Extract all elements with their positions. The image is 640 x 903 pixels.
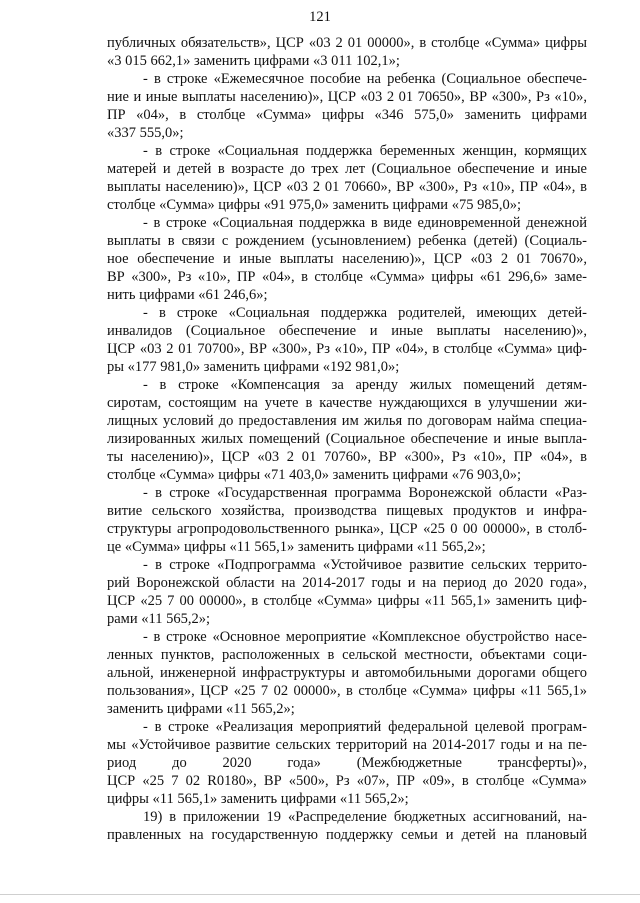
- text-line: це «Сумма» цифры «11 565,1» заменить цифрами «11 565,2»;: [107, 539, 486, 555]
- text-line: мы «Устойчивое развитие сельских территорий на 2014-2017 годы и на пе-: [107, 737, 587, 753]
- paragraph: [107, 808, 587, 844]
- text-line: столбце «Сумма» цифры «91 975,0» заменить цифрами «75 985,0»;: [107, 197, 521, 213]
- text-line: «337 555,0»;: [107, 125, 184, 141]
- paragraph: [107, 376, 587, 484]
- text-line: столбце «Сумма» цифры «71 403,0» заменить цифрами «76 903,0»;: [107, 467, 521, 483]
- text-line: выплаты населению)», ЦСР «03 2 01 70660», ВР «300», Рз «10», ПР «04», в: [107, 179, 587, 195]
- paragraph: [107, 34, 587, 70]
- text-line: - в строке «Компенсация за аренду жилых помещений детям-: [143, 377, 587, 393]
- paragraph: [107, 70, 587, 142]
- text-line: ры «177 981,0» заменить цифрами «192 981,0»;: [107, 359, 400, 375]
- paragraph: [107, 214, 587, 304]
- text-line: ВР «300», Рз «10», ПР «04», в столбце «Сумма» цифры «61 296,6» заме-: [107, 269, 587, 285]
- text-line: правленных на государственную поддержку семьи и детей на плановый: [107, 827, 587, 843]
- text-line: матерей и детей в возрасте до трех лет (Социальное обеспечение и иные: [107, 161, 587, 177]
- text-line: - в строке «Социальная поддержка родителей, имеющих детей-: [143, 305, 587, 321]
- text-line: ЦСР «25 7 02 R0180», ВР «500», Рз «07», ПР «09», в столбце «Сумма»: [107, 773, 587, 789]
- text-line: - в строке «Социальная поддержка беременных женщин, кормящих: [143, 143, 587, 159]
- text-line: 19) в приложении 19 «Распределение бюджетных ассигнований, на-: [143, 809, 587, 825]
- text-line: нить цифрами «61 246,6»;: [107, 287, 268, 303]
- text-line: рий Воронежской области на 2014-2017 годы и на период до 2020 года»,: [107, 575, 587, 591]
- text-line: заменить цифрами «11 565,2»;: [107, 701, 295, 717]
- text-line: лищных условий до предоставления им жилья по договорам найма специа-: [107, 413, 587, 429]
- paragraph: [107, 556, 587, 628]
- text-line: - в строке «Государственная программа Воронежской области «Раз-: [143, 485, 587, 501]
- text-line: лизированных жилых помещений (Социальное обеспечение и иные выпла-: [107, 431, 587, 447]
- page-number: 121: [309, 9, 331, 25]
- paragraph: [107, 718, 587, 808]
- text-line: витие сельского хозяйства, производства пищевых продуктов и инфра-: [107, 503, 587, 519]
- paragraph: [107, 484, 587, 556]
- text-line: ты населению)», ЦСР «03 2 01 70760», ВР «300», Рз «10», ПР «04», в: [107, 449, 587, 465]
- text-line: ние и иные выплаты населению)», ЦСР «03 2 01 70650», ВР «300», Рз «10»,: [107, 89, 587, 105]
- page-bottom-edge: [0, 894, 640, 895]
- text-line: ленных пунктов, расположенных в сельской местности, объектами соци-: [107, 647, 587, 663]
- text-line: риод до 2020 года» (Межбюджетные трансферты)»,: [107, 755, 587, 771]
- text-line: ное обеспечение и иные выплаты населению)», ЦСР «03 2 01 70670»,: [107, 251, 587, 267]
- text-line: - в строке «Подпрограмма «Устойчивое развитие сельских террито-: [143, 557, 587, 573]
- text-line: структуры агропродовольственного рынка», ЦСР «25 0 00 00000», в столб-: [107, 521, 587, 537]
- text-line: ПР «04», в столбце «Сумма» цифры «346 575,0» заменить цифрами: [107, 107, 587, 123]
- text-line: пользования», ЦСР «25 7 02 00000», в столбце «Сумма» цифры «11 565,1»: [107, 683, 587, 699]
- text-line: публичных обязательств», ЦСР «03 2 01 00000», в столбце «Сумма» цифры: [107, 35, 587, 51]
- document-body: [107, 34, 587, 844]
- text-line: ЦСР «03 2 01 70700», ВР «300», Рз «10», ПР «04», в столбце «Сумма» циф-: [107, 341, 587, 357]
- text-line: «3 015 662,1» заменить цифрами «3 011 102,1»;: [107, 53, 400, 69]
- text-line: - в строке «Основное мероприятие «Комплексное обустройство насе-: [143, 629, 587, 645]
- text-line: альной, инженерной инфраструктуры и автомобильными дорогами общего: [107, 665, 587, 681]
- paragraph: [107, 304, 587, 376]
- text-line: - в строке «Ежемесячное пособие на ребенка (Социальное обеспече-: [143, 71, 587, 87]
- text-line: рами «11 565,2»;: [107, 611, 210, 627]
- text-line: - в строке «Социальная поддержка в виде единовременной денежной: [143, 215, 587, 231]
- paragraph: [107, 628, 587, 718]
- text-line: цифры «11 565,1» заменить цифрами «11 565,2»;: [107, 791, 409, 807]
- text-line: сиротам, состоящим на учете в качестве нуждающихся в улучшении жи-: [107, 395, 587, 411]
- text-line: инвалидов (Социальное обеспечение и иные выплаты населению)»,: [107, 323, 587, 339]
- text-line: - в строке «Реализация мероприятий федеральной целевой програм-: [143, 719, 587, 735]
- paragraph: [107, 142, 587, 214]
- text-line: выплаты в связи с рождением (усыновлением) ребенка (детей) (Социаль-: [107, 233, 587, 249]
- text-line: ЦСР «25 7 00 00000», в столбце «Сумма» цифры «11 565,1» заменить циф-: [107, 593, 587, 609]
